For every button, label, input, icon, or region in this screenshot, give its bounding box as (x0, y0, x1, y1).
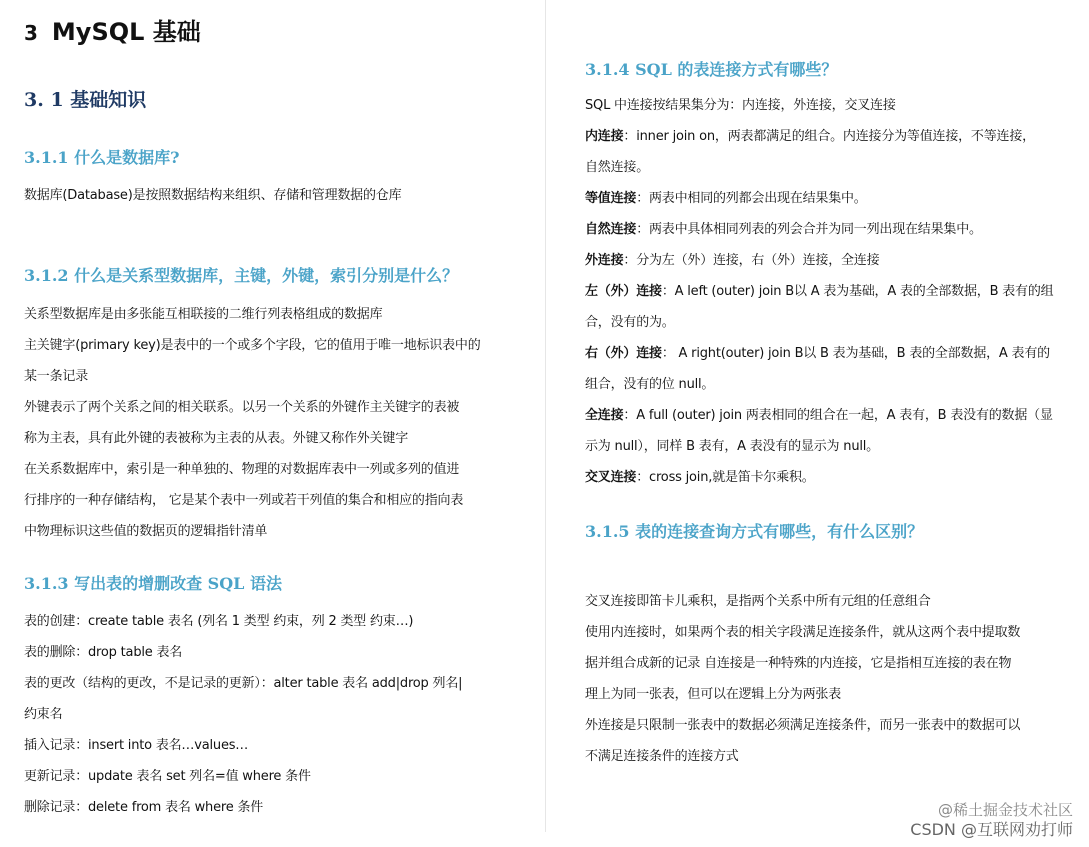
paragraph-line: 中物理标识这些值的数据页的逻辑指针清单 (24, 524, 268, 539)
section-heading: 3. 1 基础知识 (24, 89, 147, 111)
paragraph-line: 理上为同一张表，但可以在逻辑上分为两张表 (585, 687, 842, 702)
paragraph-line: 插入记录：insert into 表名…values… (24, 738, 249, 753)
subsection-3-1-5-body (585, 586, 1020, 772)
term-label: 左（外）连接 (585, 284, 662, 299)
term-label: 右（外）连接 (585, 346, 662, 361)
paragraph-line: 行排序的一种存储结构， 它是某个表中一列或若干列值的集合和相应的指向表 (24, 493, 464, 508)
paragraph-line: 数据库(Database)是按照数据结构来组织、存储和管理数据的仓库 (24, 188, 402, 203)
paragraph-line: 约束名 (24, 707, 63, 722)
subsection-3-1-4-body (585, 90, 1053, 493)
term-label: 自然连接 (585, 222, 637, 237)
join-item-right (585, 338, 1053, 369)
term-text: ：cross join,就是笛卡尔乘积。 (636, 470, 815, 485)
subsection-3-1-5-title: 3.1.5 表的连接查询方式有哪些，有什么区别？ (585, 522, 924, 541)
paragraph-line: 使用内连接时，如果两个表的相关字段满足连接条件，就从这两个表中提取数 (585, 625, 1021, 640)
paragraph-line: 合，没有的为。 (585, 315, 675, 330)
paragraph-line: 表的删除：drop table 表名 (24, 645, 183, 660)
term-label: 外连接 (585, 253, 624, 268)
subsection-3-1-3-body (24, 606, 462, 823)
term-label: 全连接 (585, 408, 624, 423)
term-text: ：inner join on，两表都满足的组合。内连接分为等值连接，不等连接， (623, 129, 1035, 144)
subsection-3-1-1-body (24, 180, 401, 211)
term-label: 等值连接 (585, 191, 637, 206)
join-item-natural (585, 214, 1053, 245)
paragraph-line: 外键表示了两个关系之间的相关联系。以另一个关系的外键作主关键字的表被 (24, 400, 460, 415)
watermark-csdn: CSDN @互联网劝打师 (910, 820, 1073, 839)
paragraph-line: 自然连接。 (585, 160, 650, 175)
subsection-3-1-3-title: 3.1.3 写出表的增删改查 SQL 语法 (24, 574, 282, 593)
join-item-full (585, 400, 1053, 431)
term-text: ：A full (outer) join 两表相同的组合在一起，A 表有，B 表没有的数据（显 (623, 408, 1053, 423)
paragraph-line: 据并组合成新的记录 自连接是一种特殊的内连接，它是指相互连接的表在物 (585, 656, 1012, 671)
watermark-juejin: @稀土掘金技术社区 (937, 801, 1073, 819)
watermark (910, 800, 1073, 840)
join-item-inner (585, 121, 1053, 152)
join-item-outer (585, 245, 1053, 276)
paragraph-line: 表的更改（结构的更改，不是记录的更新）：alter table 表名 add|drop 列名| (24, 676, 463, 691)
paragraph-line: 删除记录：delete from 表名 where 条件 (24, 800, 264, 815)
subsection-3-1-2-title: 3.1.2 什么是关系型数据库，主键，外键，索引分别是什么？ (24, 266, 459, 285)
paragraph-line: 主关键字(primary key)是表中的一个或多个字段，它的值用于唯一地标识表中的 (24, 338, 481, 353)
term-text: ：分为左（外）连接，右（外）连接，全连接 (623, 253, 880, 268)
paragraph-line: 更新记录：update 表名 set 列名=值 where 条件 (24, 769, 311, 784)
chapter-title-text: MySQL 基础 (51, 18, 201, 46)
paragraph-line: 称为主表，具有此外键的表被称为主表的从表。外键又称作外关键字 (24, 431, 409, 446)
paragraph-line: 外连接是只限制一张表中的数据必须满足连接条件，而另一张表中的数据可以 (585, 718, 1021, 733)
term-label: 内连接 (585, 129, 624, 144)
paragraph-line: 在关系数据库中，索引是一种单独的、物理的对数据库表中一列或多列的值进 (24, 462, 460, 477)
term-text: ： A right(outer) join B以 B 表为基础，B 表的全部数据，A 表有的 (661, 346, 1050, 361)
paragraph-line: 不满足连接条件的连接方式 (585, 749, 739, 764)
paragraph-line: 组合，没有的位 null。 (585, 377, 715, 392)
paragraph-line: SQL 中连接按结果集分为：内连接，外连接，交叉连接 (585, 98, 896, 113)
subsection-3-1-1-title: 3.1.1 什么是数据库? (24, 148, 180, 167)
join-item-cross (585, 462, 1053, 493)
paragraph-line: 交叉连接即笛卡儿乘积，是指两个关系中所有元组的任意组合 (585, 594, 931, 609)
chapter-title (24, 12, 201, 47)
term-label: 交叉连接 (585, 470, 637, 485)
column-divider (545, 0, 546, 832)
subsection-3-1-2-body (24, 299, 481, 547)
term-text: ：两表中具体相同列表的列会合并为同一列出现在结果集中。 (636, 222, 982, 237)
chapter-number: 3 (24, 21, 38, 45)
term-text: ：A left (outer) join B以 A 表为基础，A 表的全部数据，B 表有的组 (661, 284, 1054, 299)
paragraph-line: 某一条记录 (24, 369, 89, 384)
subsection-3-1-4-title: 3.1.4 SQL 的表连接方式有哪些？ (585, 60, 838, 79)
term-text: ：两表中相同的列都会出现在结果集中。 (636, 191, 867, 206)
join-item-equi (585, 183, 1053, 214)
paragraph-line: 示为 null），同样 B 表有，A 表没有的显示为 null。 (585, 439, 879, 454)
paragraph-line: 表的创建：create table 表名 (列名 1 类型 约束，列 2 类型 约束…) (24, 614, 414, 629)
join-item-left (585, 276, 1053, 307)
paragraph-line: 关系型数据库是由多张能互相联接的二维行列表格组成的数据库 (24, 307, 383, 322)
